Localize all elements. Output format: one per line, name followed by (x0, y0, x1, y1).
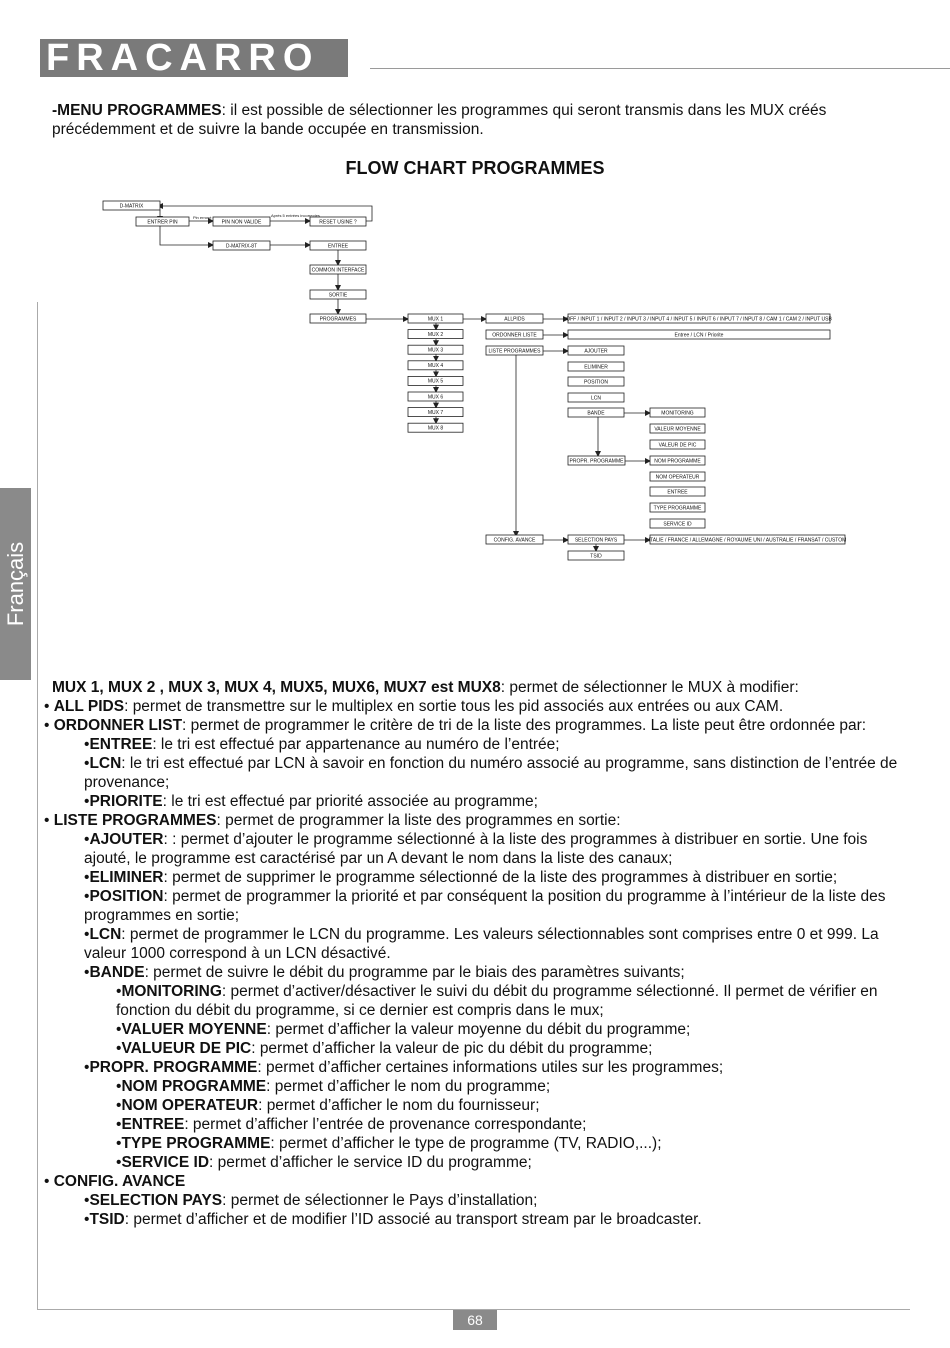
bullet: • (84, 755, 90, 772)
intro-paragraph (52, 101, 907, 139)
bullet: • (44, 812, 54, 829)
flow-node-label: POSITION (584, 379, 608, 386)
flow-node-label: SORTIE (328, 292, 348, 299)
flow-node-pin-non-valide (213, 217, 270, 226)
flow-node-entree-lcn-priorite (568, 330, 830, 339)
bullet: • (116, 983, 122, 1000)
flow-node-allpids (486, 314, 543, 323)
flow-node-eliminer (568, 362, 624, 371)
flow-node-selection-pays (568, 535, 624, 544)
item-text: : permet d’afficher et de modifier l’ID associé au transport stream par le broadcaster. (124, 1211, 702, 1228)
item-text: : le tri est effectué par LCN à savoir en fonction du numéro associé au programme, sans distinction de l’entrée de provenance; (84, 755, 898, 791)
item-text: : permet de programmer le critère de tri de la liste des programmes. La liste peut être ordonnée par: (182, 717, 867, 734)
bullet: • (84, 831, 90, 848)
flow-node-label: ENTREE (667, 489, 688, 496)
flow-node-mux-5 (408, 376, 463, 385)
flow-node-mux-2 (408, 330, 463, 339)
bullet: • (44, 1173, 54, 1190)
flow-node-entree2 (650, 487, 705, 496)
description-item (44, 716, 908, 735)
item-text: : permet d’afficher le nom du fournisseur; (258, 1097, 540, 1114)
flow-node-valeur-de-pic (650, 440, 705, 449)
flow-node-label: PROPR. PROGRAMME (569, 458, 624, 465)
bullet: • (84, 736, 90, 753)
flow-node-ordonner-liste (486, 330, 543, 339)
flow-node-entree (310, 241, 366, 250)
item-text: : permet d’afficher le nom du programme; (266, 1078, 551, 1095)
flow-node-reset-usine (310, 217, 366, 226)
bullet: • (84, 1059, 90, 1076)
flow-node-label: LCN (590, 395, 602, 402)
flow-node-mux-7 (408, 408, 463, 417)
item-term: ALL PIDS (53, 698, 125, 715)
flow-node-label: MUX 8 (427, 425, 444, 432)
flow-node-bande (568, 408, 624, 417)
item-term: LISTE PROGRAMMES (53, 812, 217, 829)
flow-node-label: ALLPIDS (504, 316, 525, 323)
item-text: : permet d’afficher certaines informations utiles sur les programmes; (257, 1059, 724, 1076)
header-rule (370, 68, 950, 69)
description-item (44, 792, 908, 811)
flow-node-label: MUX 4 (427, 363, 444, 370)
description-item (44, 1172, 908, 1191)
bullet: • (116, 1135, 122, 1152)
flow-node-label: AJOUTER (584, 348, 608, 355)
item-text: : permet d’afficher la valeur de pic du débit du programme; (251, 1040, 653, 1057)
description-item (44, 982, 908, 1020)
bullet: • (84, 1211, 90, 1228)
flow-node-mux-8 (408, 423, 463, 432)
flow-node-monitoring (650, 408, 705, 417)
description-item (44, 1210, 908, 1229)
flow-node-label: COMMON INTERFACE (311, 267, 365, 274)
description-item (44, 925, 908, 963)
bullet: • (84, 869, 90, 886)
description-item (44, 1039, 908, 1058)
flow-node-label: ENTREE (327, 243, 349, 250)
bullet: • (116, 1021, 122, 1038)
flow-node-label: NOM OPERATEUR (655, 474, 700, 481)
item-term: SELECTION PAYS (89, 1192, 223, 1209)
flow-node-programmes (310, 314, 366, 323)
item-text: : permet d’activer/désactiver le suivi du débit du programme sélectionné. Il permet de vérifier en fonction du débit du programme, si ce dernier est compris dans le mux; (116, 983, 878, 1019)
flow-node-nom-operateur (650, 472, 705, 481)
item-term: NOM PROGRAMME (121, 1078, 267, 1095)
edge-label-pin-errone: Pin erroné (193, 215, 212, 220)
bullet: • (44, 717, 54, 734)
flow-node-label: TSID (590, 553, 602, 560)
flow-node-label: PROGRAMMES (319, 316, 357, 323)
item-term: ORDONNER LIST (53, 717, 183, 734)
flow-node-label: ORDONNER LISTE (492, 332, 537, 339)
description-item (44, 811, 908, 830)
item-text: : permet d’afficher le service ID du programme; (209, 1154, 532, 1171)
item-text: : le tri est effectué par priorité associée au programme; (162, 793, 538, 810)
description-item (44, 963, 908, 982)
flowchart-title: FLOW CHART PROGRAMMES (345, 158, 605, 178)
edge-label-apres-essais: Après 5 entrées incorrectes (271, 213, 320, 218)
flow-node-mux-1 (408, 314, 463, 323)
flow-node-label: CONFIG. AVANCE (493, 537, 536, 544)
description-item (44, 1077, 908, 1096)
item-text: : permet de programmer la priorité et par conséquent la position du programme à l’intérieur de la liste des programmes en sortie; (84, 888, 886, 924)
item-term: POSITION (89, 888, 164, 905)
description-item (44, 1058, 908, 1077)
flow-node-label: BANDE (587, 410, 605, 417)
item-term: SERVICE ID (121, 1154, 210, 1171)
item-text: : permet de transmettre sur le multiplex en sortie tous les pid associés aux entrées ou aux CAM. (124, 698, 784, 715)
description-item (44, 1134, 908, 1153)
item-text: : : permet d’ajouter le programme sélectionné à la liste des programmes à distribuer en sortie. Une fois ajouté, le programme est caractérisé par un A devant le nom dans la liste des canaux; (84, 831, 868, 867)
description-item (44, 1191, 908, 1210)
bullet: • (84, 888, 90, 905)
item-text: : permet d’afficher la valeur moyenne du débit du programme; (266, 1021, 691, 1038)
flow-node-lcn (568, 393, 624, 402)
flow-node-dmatrix (103, 201, 160, 210)
item-term: AJOUTER (89, 831, 164, 848)
fracarro-logo: FRACARRO (40, 39, 348, 77)
item-text: : permet de programmer la liste des programmes en sortie: (216, 812, 621, 829)
item-term: TYPE PROGRAMME (121, 1135, 271, 1152)
item-text: : permet de suivre le débit du programme par le biais des paramètres suivants; (144, 964, 685, 981)
item-text: : permet de programmer le LCN du programme. Les valeurs sélectionnables sont comprises entre 0 et 999. La valeur 1000 correspond à un LCN désactivé. (84, 926, 879, 962)
flow-node-pays (649, 535, 847, 544)
flow-node-mux-4 (408, 361, 463, 370)
flow-node-entrer-pin (136, 217, 189, 226)
flow-node-label: LISTE PROGRAMMES (488, 348, 541, 355)
description-item (44, 1020, 908, 1039)
item-term: LCN (89, 755, 122, 772)
flow-node-nom-programme (650, 456, 705, 465)
flow-node-valeur-moyenne (650, 424, 705, 433)
flow-node-label: MUX 2 (427, 331, 444, 338)
flow-node-label: MUX 5 (427, 378, 444, 385)
item-term: NOM OPERATEUR (121, 1097, 259, 1114)
item-term: ENTREE (89, 736, 153, 753)
flow-node-label: ENTRER PIN (147, 219, 178, 226)
bullet: • (116, 1097, 122, 1114)
flowchart (0, 190, 950, 570)
description-item (44, 1115, 908, 1134)
item-term: VALUEUR DE PIC (121, 1040, 252, 1057)
item-text: : le tri est effectué par appartenance au numéro de l’entrée; (152, 736, 560, 753)
intro-term: -MENU PROGRAMMES (52, 102, 222, 119)
mux-text: : permet de sélectionner le MUX à modifier: (500, 679, 799, 696)
item-text: : permet d’afficher le type de programme (TV, RADIO,...); (270, 1135, 662, 1152)
description-item (44, 868, 908, 887)
bullet: • (84, 926, 90, 943)
flow-node-propr-programme (568, 456, 625, 465)
description-item (44, 887, 908, 925)
item-term: PRIORITE (89, 793, 163, 810)
description-list (44, 697, 908, 1229)
item-term: ELIMINER (89, 869, 164, 886)
flow-node-label: NOM PROGRAMME (654, 458, 701, 465)
flow-node-common-interface (310, 265, 366, 274)
item-term: LCN (89, 926, 122, 943)
flow-node-label: PIN NON VALIDE (221, 219, 262, 226)
flow-node-label: MUX 7 (427, 409, 444, 416)
flow-node-label: D-MATRIX (119, 203, 144, 210)
flow-node-label: VALEUR DE PIC (658, 442, 697, 449)
bullet: • (84, 964, 90, 981)
flow-node-label: TYPE PROGRAMME (653, 505, 702, 512)
bullet: • (84, 793, 90, 810)
flow-node-position (568, 377, 624, 386)
item-term: PROPR. PROGRAMME (89, 1059, 258, 1076)
flow-node-dmatrix8t (213, 241, 270, 250)
flow-node-ajouter (568, 346, 624, 355)
flow-node-label: SERVICE ID (663, 521, 692, 528)
description-item (44, 1153, 908, 1172)
description-item (44, 735, 908, 754)
flow-node-label: MONITORING (661, 410, 694, 417)
bullet: • (116, 1154, 122, 1171)
description-item (44, 1096, 908, 1115)
mux-paragraph (44, 678, 908, 697)
bullet: • (44, 698, 54, 715)
bullet: • (116, 1040, 122, 1057)
flow-node-mux-3 (408, 345, 463, 354)
flow-node-sortie (310, 290, 366, 299)
description-item (44, 754, 908, 792)
item-term: TSID (89, 1211, 125, 1228)
flow-node-label: MUX 6 (427, 394, 444, 401)
bullet: • (84, 1192, 90, 1209)
flow-node-label: MUX 3 (427, 347, 444, 354)
flow-node-label: ELIMINER (584, 364, 608, 371)
language-tab-label: Français (2, 541, 28, 627)
flow-node-liste-programmes (486, 346, 543, 355)
flow-node-config-avance (486, 535, 543, 544)
mux-term: MUX 1, MUX 2 , MUX 3, MUX 4, MUX5, MUX6, MUX7 est MUX8 (52, 679, 501, 696)
flow-node-mux-6 (408, 392, 463, 401)
item-text: : permet de supprimer le programme sélectionné de la liste des programmes à distribuer en sortie; (163, 869, 838, 886)
item-term: ENTREE (121, 1116, 185, 1133)
description-item (44, 697, 908, 716)
flow-node-inputs (566, 314, 832, 323)
flow-node-label: RESET USINE ? (319, 219, 357, 226)
flow-node-type-programme (650, 503, 705, 512)
flow-node-tsid (568, 551, 624, 560)
item-text: : permet d’afficher l’entrée de provenance correspondante; (184, 1116, 587, 1133)
page-number: 68 (453, 1310, 497, 1330)
description-item (44, 830, 908, 868)
item-term: MONITORING (121, 983, 222, 1000)
bullet: • (116, 1116, 122, 1133)
flow-node-label: OFF / INPUT 1 / INPUT 2 / INPUT 3 / INPUT 4 / INPUT 5 / INPUT 6 / INPUT 7 / INPUT 8 / CAM 1 / CAM 2 / INPUT USB (566, 316, 832, 323)
flow-node-label: MUX 1 (427, 316, 444, 323)
item-term: BANDE (89, 964, 145, 981)
body-text (44, 678, 908, 1229)
flow-node-label: VALEUR MOYENNE (654, 426, 701, 433)
item-text: : permet de sélectionner le Pays d’installation; (222, 1192, 538, 1209)
flow-node-label: D-MATRIX-8T (225, 243, 258, 250)
flow-node-service-id (650, 519, 705, 528)
intro-text: : il est possible de sélectionner les programmes qui seront transmis dans les MUX créés précédemment et de suivre la bande occupée en transmission. (52, 102, 827, 138)
item-term: VALUER MOYENNE (121, 1021, 267, 1038)
flow-node-label: SELECTION PAYS (574, 537, 618, 544)
flow-node-label: ITALIE / FRANCE / ALLEMAGNE / ROYAUME UNI / AUSTRALIE / FRANSAT / CUSTOM (648, 537, 847, 544)
item-term: CONFIG. AVANCE (53, 1173, 186, 1190)
bullet: • (116, 1078, 122, 1095)
flow-node-label: Entree / LCN / Priorite (674, 332, 724, 339)
